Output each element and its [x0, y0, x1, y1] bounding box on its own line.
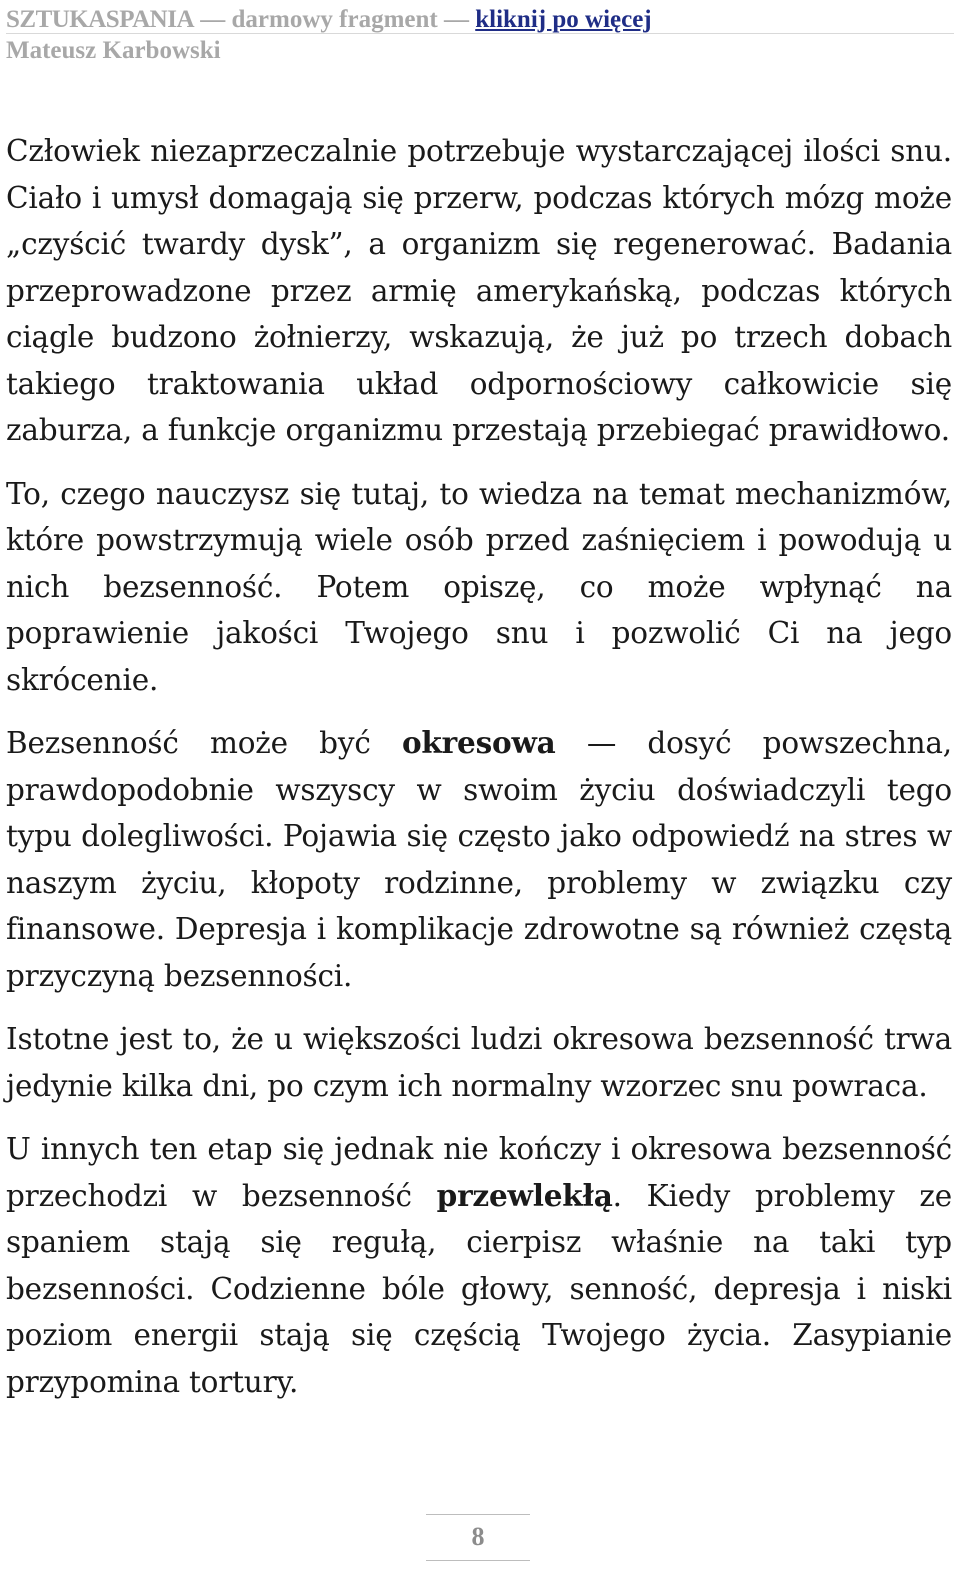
- more-link[interactable]: kliknij po więcej: [475, 6, 652, 33]
- page-number-rule-bottom: [426, 1560, 530, 1561]
- paragraph-3-text-before: Bezsenność może być: [6, 726, 402, 760]
- paragraph-3-text-after: — dosyć powszechna, prawdopodobnie wszyscy w swoim życiu doświadczyli tego typu dolegliwości. Pojawia się często jako odpowiedź na stres w naszym życiu, kłopoty rodzinne, problemy w związku czy finansowe. Depresja i komplikacje zdrowotne są również częstą przyczyną bezsenności.: [6, 726, 952, 993]
- emphasis-okresowa: okresowa: [401, 725, 556, 760]
- paragraph-5: [6, 1126, 952, 1405]
- header-separator: —: [443, 6, 469, 33]
- paragraph-4: Istotne jest to, że u większości ludzi okresowa bezsenność trwa jedynie kilka dni, po czym ich normalny wzorzec snu powraca.: [6, 1022, 952, 1103]
- paragraph-5-text-before: U innych ten etap się jednak nie kończy i okresowa bezsenność przechodzi w bezsenność: [6, 1132, 952, 1213]
- page-number-rule-top: [426, 1514, 530, 1515]
- paragraph-5-text-after: . Kiedy problemy ze spaniem stają się regułą, cierpisz właśnie na taki typ bezsenności. Codzienne bóle głowy, senność, depresja i niski poziom energii stają się częścią Twojego życia. Zasypianie przypomina tortury.: [6, 1178, 952, 1399]
- author-name: Mateusz Karbowski: [6, 37, 221, 64]
- paragraph-3: [6, 720, 952, 999]
- brand-name: SZTUKASPANIA: [6, 6, 195, 33]
- header-title-line: [6, 4, 954, 35]
- paragraph-2: To, czego nauczysz się tutaj, to wiedza na temat mechanizmów, które powstrzymują wiele osób przed zaśnięciem i powodują u nich bezsenność. Potem opiszę, co może wpłynąć na poprawienie jakości Twojego snu i pozwolić Ci na jego skrócenie.: [6, 476, 952, 697]
- page-number: 8: [471, 1522, 485, 1551]
- header-separator: —: [200, 6, 226, 33]
- article-body: [6, 128, 952, 1422]
- page-header: [6, 4, 954, 66]
- page-number-box: [426, 1514, 530, 1564]
- header-divider: [6, 33, 954, 34]
- paragraph-1: Człowiek niezaprzeczalnie potrzebuje wystarczającej ilości snu. Ciało i umysł domagają się przerw, podczas których mózg może „czyścić twardy dysk”, a organizm się regenerować. Badania przeprowadzone przez armię amerykańską, podczas których ciągle budzono żołnierzy, wskazują, że już po trzech dobach takiego traktowania układ odpornościowy całkowicie się zaburza, a funkcje organizmu przestają przebiegać prawidłowo.: [6, 134, 952, 447]
- emphasis-przewlekla: przewlekłą: [436, 1177, 613, 1213]
- fragment-label: darmowy fragment: [231, 6, 438, 33]
